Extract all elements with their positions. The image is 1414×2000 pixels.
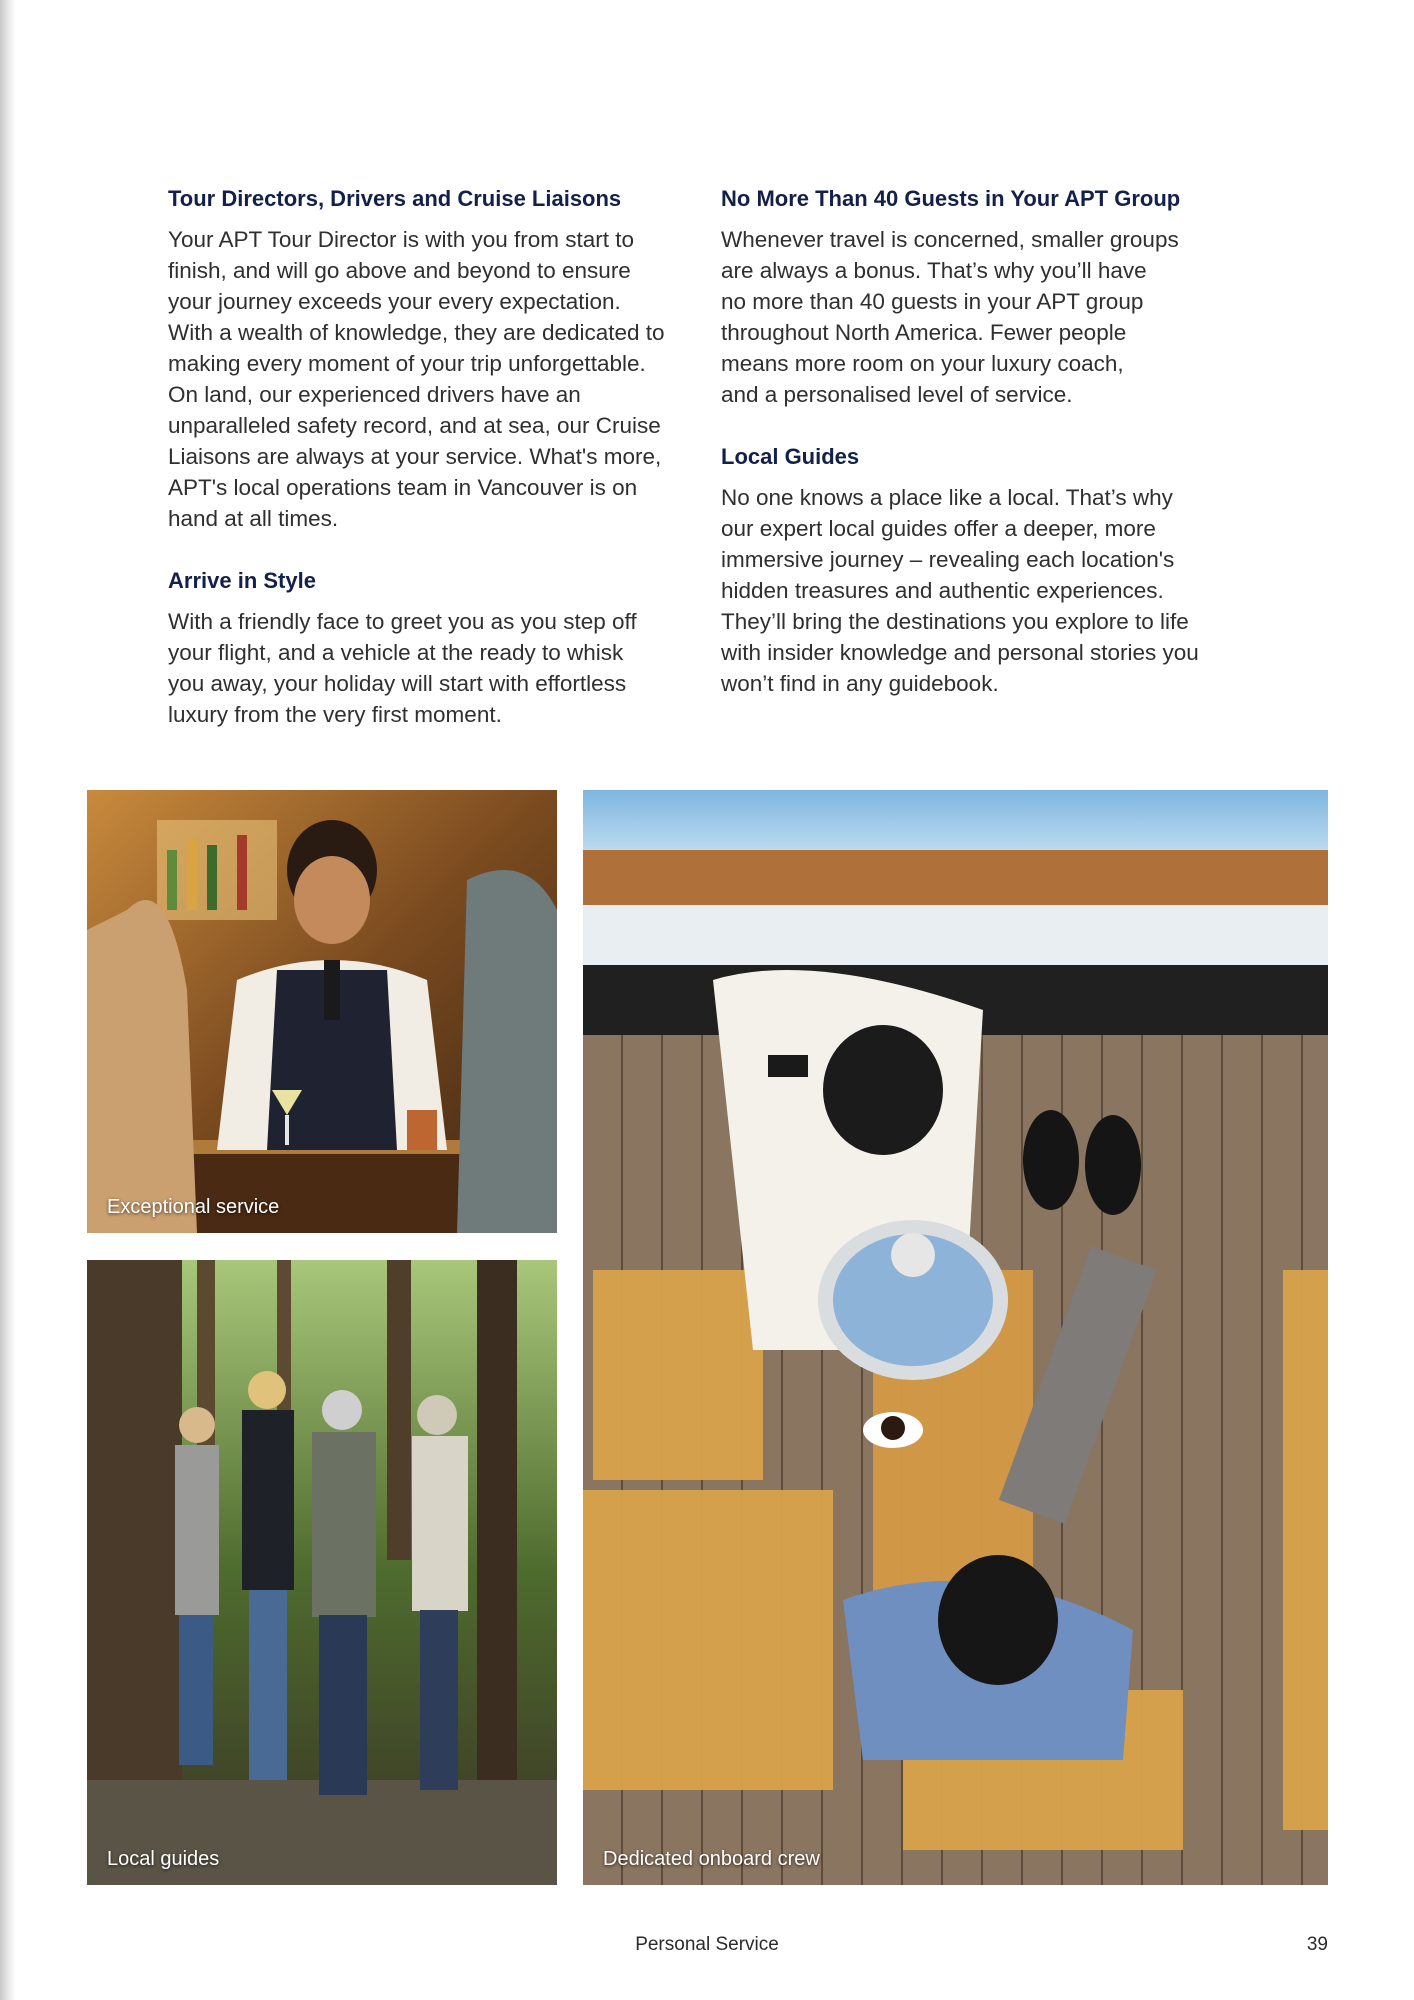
page-number: 39	[1306, 1934, 1328, 1955]
section-arrive-in-style	[168, 566, 698, 730]
photo-local-guides	[87, 1260, 557, 1885]
left-text-column	[168, 184, 698, 762]
bartender-illustration	[87, 790, 557, 1233]
right-text-column	[721, 184, 1251, 731]
section-body: With a friendly face to greet you as you step off your flight, and a vehicle at the ready to whisk you away, your holiday will start with effortless luxury from the very first moment.	[168, 609, 637, 727]
section-heading: Tour Directors, Drivers and Cruise Liaisons	[168, 186, 622, 211]
section-group-size	[721, 184, 1251, 410]
section-body: Your APT Tour Director is with you from start to finish, and will go above and beyond to ensure your journey exceeds your every expectation. With a wealth of knowledge, they are dedicated to making every moment of your trip unforgettable. On land, our experienced drivers have an unparalleled safety record, and at sea, our Cruise Liaisons are always at your service. What's more, APT's local operations team in Vancouver is on hand at all times.	[168, 227, 665, 531]
section-heading: Arrive in Style	[168, 568, 316, 593]
section-body: No one knows a place like a local. That’s why our expert local guides offer a deeper, more immersive journey – revealing each location's hidden treasures and authentic experiences. They’ll bring the destinations you explore to life with insider knowledge and personal stories you won’t find in any guidebook.	[721, 485, 1199, 696]
page-spine-shadow	[0, 0, 16, 2000]
deck-service-illustration	[583, 790, 1328, 1885]
section-heading: Local Guides	[721, 444, 860, 469]
forest-group-illustration	[87, 1260, 557, 1885]
photo-exceptional-service	[87, 790, 557, 1233]
section-heading: No More Than 40 Guests in Your APT Group	[721, 186, 1181, 211]
photo-onboard-crew	[583, 790, 1328, 1885]
photo-caption: Dedicated onboard crew	[603, 1848, 820, 1870]
section-local-guides	[721, 442, 1251, 699]
footer-section-name: Personal Service	[635, 1934, 779, 1955]
section-body: Whenever travel is concerned, smaller groups are always a bonus. That’s why you’ll have no more than 40 guests in your APT group throughout North America. Fewer people means more room on your luxury coach, and a personalised level of service.	[721, 227, 1179, 407]
section-tour-directors	[168, 184, 698, 534]
photo-caption: Local guides	[107, 1848, 220, 1870]
photo-caption: Exceptional service	[107, 1196, 280, 1218]
